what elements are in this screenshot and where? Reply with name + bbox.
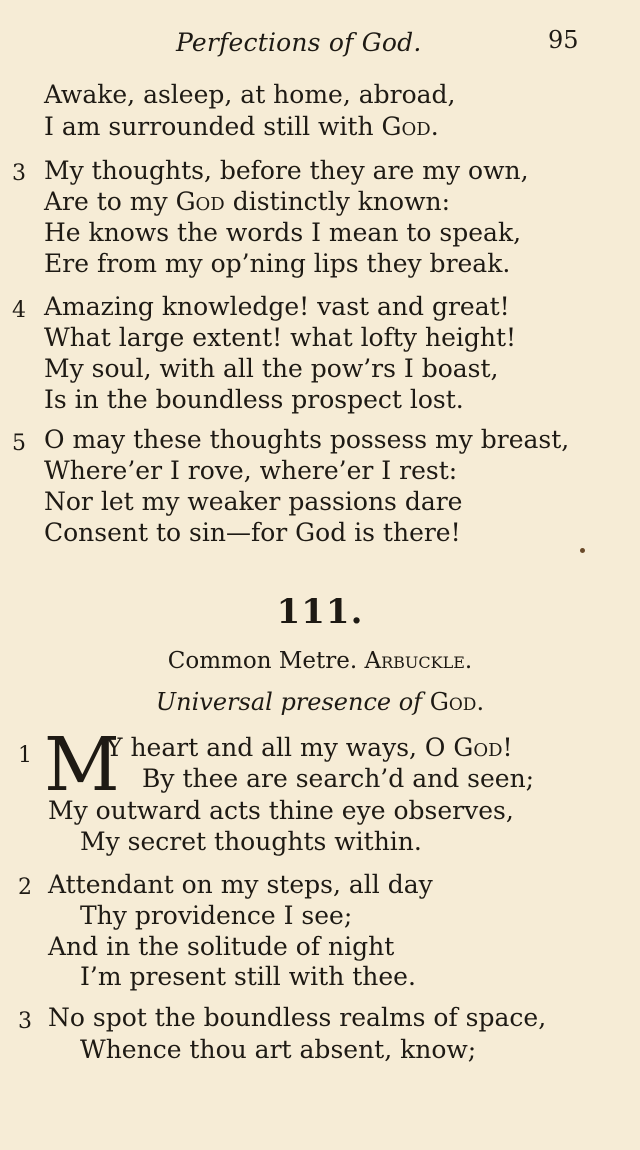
drop-cap: M	[44, 722, 120, 808]
verse-line: My thoughts, before they are my own,	[44, 156, 529, 185]
verse-number: 5	[12, 431, 26, 456]
running-title: Perfections of God.	[176, 28, 422, 57]
page-number: 95	[548, 26, 579, 54]
verse-line: By thee are search’d and seen;	[142, 764, 535, 793]
verse-line: My secret thoughts within.	[80, 827, 422, 856]
tune-name: Arbuckle.	[364, 648, 473, 674]
metre: Common Metre.	[167, 648, 365, 674]
verse-line: Consent to sin—for God is there!	[44, 518, 461, 547]
hymn-subject: Universal presence of God.	[155, 688, 485, 716]
hymn-number: 111.	[276, 592, 364, 632]
verse-line: Where’er I rove, where’er I rest:	[44, 456, 458, 485]
verse-number: 3	[12, 161, 26, 186]
verse-line: Y heart and all my ways, O God!	[106, 733, 513, 762]
verse-line: No spot the boundless realms of space,	[48, 1003, 547, 1032]
verse-line: Amazing knowledge! vast and great!	[44, 292, 510, 321]
verse-line: Awake, asleep, at home, abroad,	[44, 80, 456, 109]
verse-number: 2	[18, 875, 32, 900]
verse-line: Are to my God distinctly known:	[44, 187, 451, 216]
verse-number: 1	[18, 743, 32, 768]
verse-line: Ere from my op’ning lips they break.	[44, 249, 511, 278]
verse-number: 3	[18, 1009, 32, 1034]
verse-number: 4	[12, 298, 26, 323]
metre-line	[0, 648, 640, 674]
verse-line: Nor let my weaker passions dare	[44, 487, 463, 516]
verse-line: Attendant on my steps, all day	[48, 870, 433, 899]
verse-line: Is in the boundless prospect lost.	[44, 385, 464, 414]
verse-line: I’m present still with thee.	[80, 962, 416, 991]
verse-line: He knows the words I mean to speak,	[44, 218, 522, 247]
ink-speck	[580, 548, 585, 553]
verse-line: I am surrounded still with God.	[44, 112, 439, 141]
verse-line: My outward acts thine eye observes,	[48, 796, 514, 825]
verse-line: And in the solitude of night	[48, 932, 395, 961]
verse-line: Whence thou art absent, know;	[80, 1035, 477, 1064]
verse-line: My soul, with all the pow’rs I boast,	[44, 354, 499, 383]
verse-line: Thy providence I see;	[80, 901, 353, 930]
verse-line: What large extent! what lofty height!	[44, 323, 517, 352]
verse-line: O may these thoughts possess my breast,	[44, 425, 570, 454]
